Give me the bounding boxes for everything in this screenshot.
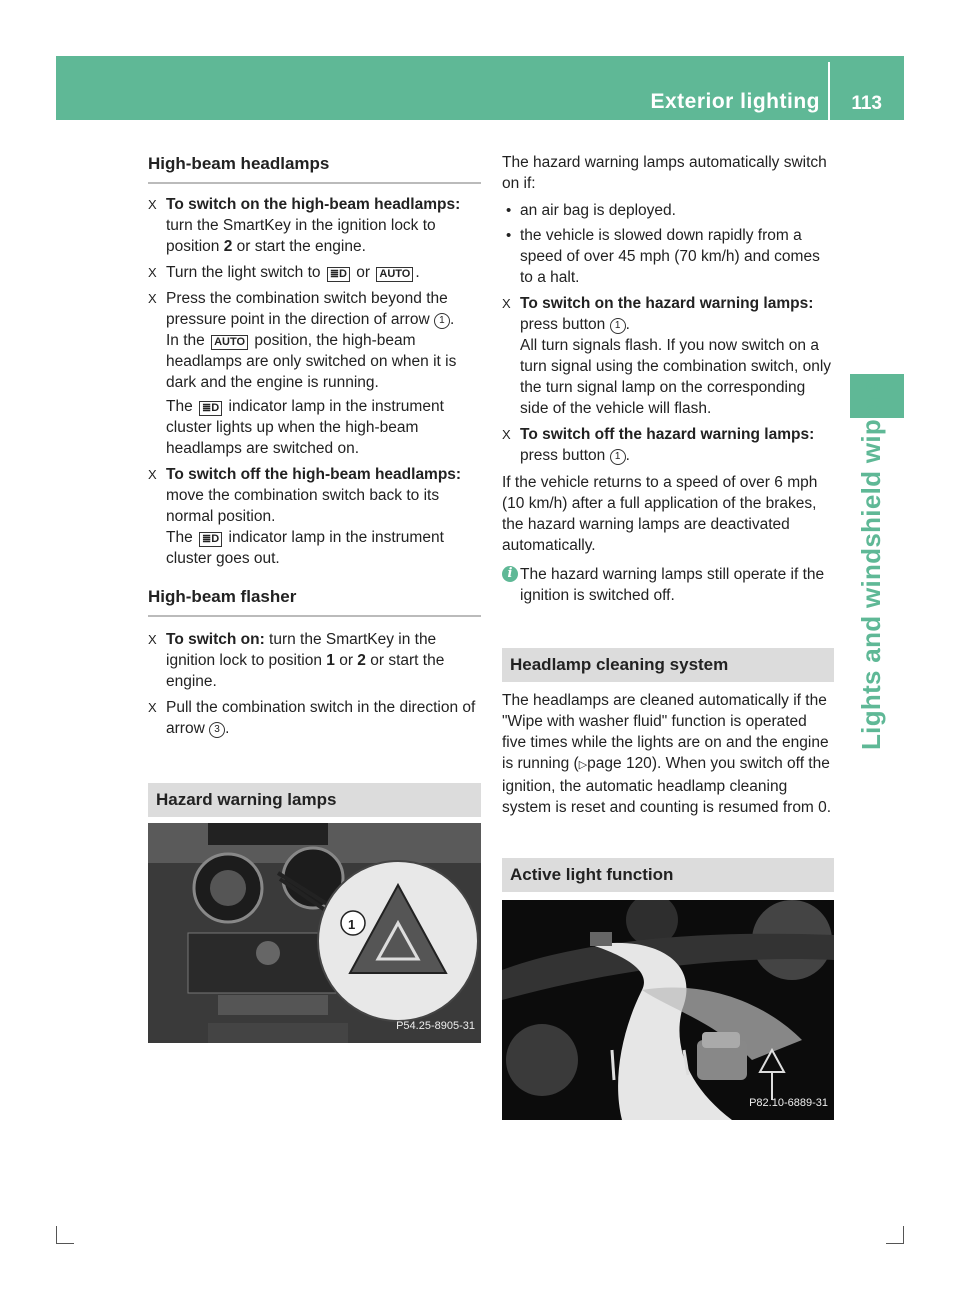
step-marker: X bbox=[148, 197, 157, 212]
low-beam-icon: ≣D bbox=[327, 267, 350, 282]
hazard-callout-label: 1 bbox=[348, 917, 356, 932]
auto-icon: AUTO bbox=[376, 267, 413, 282]
hazard-photo-drawing bbox=[148, 823, 481, 1043]
step-marker: X bbox=[502, 427, 511, 442]
info-icon: i bbox=[502, 566, 518, 582]
step-light-switch: X Turn the light switch to ≣D or AUTO . bbox=[148, 264, 420, 281]
step-flasher-pull: X Pull the combination switch in the direction of arrow 3 . bbox=[148, 699, 476, 737]
step-hazard-off: X To switch off the hazard warning lamps: press button 1 . bbox=[502, 426, 815, 464]
callout-icon: 1 bbox=[434, 313, 450, 329]
chapter-title: Lights and windshield wipers bbox=[856, 379, 886, 750]
step-press-switch: X Press the combination switch beyond the pressure point in the direction of arrow 1 . In the AUTO position, the high-beam headlamps are only switched on when it is dark and the engine is running. The ≣D indicator lamp in the instrument cluster lights up when the high-beam headlamps are switched on. bbox=[148, 290, 457, 457]
heading-flasher: High-beam flasher bbox=[148, 585, 481, 617]
page-header bbox=[56, 56, 904, 120]
active-light-drawing bbox=[502, 900, 834, 1120]
page-number: 113 bbox=[851, 93, 882, 114]
cleaning-para: The headlamps are cleaned automatically if the "Wipe with washer fluid" function is operated five times while the lights are on and the engine is running (▷page 120). When you switch off the ignition, the automatic headlamp cleaning system is reset and counting is resumed from 0. bbox=[502, 692, 832, 816]
step-marker: X bbox=[148, 265, 157, 280]
image-code: P54.25-8905-31 bbox=[396, 1020, 475, 1032]
crop-mark bbox=[56, 1226, 57, 1244]
active-light-photo bbox=[502, 900, 834, 1120]
heading-hazard: Hazard warning lamps bbox=[148, 783, 481, 817]
callout-icon: 1 bbox=[610, 449, 626, 465]
heading-active-light: Active light function bbox=[502, 858, 834, 892]
bullet-marker: • bbox=[506, 227, 512, 244]
heading-high-beam: High-beam headlamps bbox=[148, 152, 481, 184]
step-marker: X bbox=[502, 296, 511, 311]
high-beam-indicator-icon: ≣D bbox=[199, 532, 222, 547]
image-code: P82.10-6889-31 bbox=[749, 1097, 828, 1109]
bullet-airbag: • an air bag is deployed. bbox=[506, 202, 676, 219]
page-reference-link[interactable]: page 120 bbox=[587, 755, 652, 772]
step-marker: X bbox=[148, 467, 157, 482]
step-switch-on-high-beam: X To switch on the high-beam headlamps: turn the SmartKey in the ignition lock to position 2 or start the engine. bbox=[148, 196, 461, 255]
info-note: i The hazard warning lamps still operate if the ignition is switched off. bbox=[502, 564, 834, 606]
hazard-deactivate-para: If the vehicle returns to a speed of over 6 mph (10 km/h) after a full application of the brakes, the hazard warning lamps are deactivated automatically. bbox=[502, 474, 818, 554]
step-marker: X bbox=[148, 700, 157, 715]
left-column bbox=[148, 152, 481, 1043]
crop-mark bbox=[56, 1243, 74, 1244]
step-hazard-on: X To switch on the hazard warning lamps: press button 1 . All turn signals flash. If you now switch on a turn signal using the combination switch, only the turn signal lamp on the corresponding side of the vehicle will flash. bbox=[502, 295, 832, 417]
step-flasher-on: X To switch on: turn the SmartKey in the ignition lock to position 1 or 2 or start the engine. bbox=[148, 631, 445, 690]
callout-icon: 1 bbox=[610, 318, 626, 334]
hazard-switch-photo bbox=[148, 823, 481, 1043]
callout-icon: 3 bbox=[209, 722, 225, 738]
hazard-intro: The hazard warning lamps automatically switch on if: bbox=[502, 154, 827, 192]
high-beam-indicator-icon: ≣D bbox=[199, 401, 222, 416]
auto-icon: AUTO bbox=[211, 335, 248, 350]
step-switch-off-high-beam: X To switch off the high-beam headlamps: move the combination switch back to its normal position. The ≣D indicator lamp in the instrument cluster goes out. bbox=[148, 466, 462, 567]
header-divider bbox=[828, 62, 830, 120]
right-column bbox=[502, 152, 834, 1120]
crop-mark bbox=[886, 1243, 904, 1244]
step-marker: X bbox=[148, 291, 157, 306]
heading-cleaning: Headlamp cleaning system bbox=[502, 648, 834, 682]
page-ref-arrow-icon: ▷ bbox=[578, 759, 588, 771]
step-marker: X bbox=[148, 632, 157, 647]
bullet-slowdown: • the vehicle is slowed down rapidly from a speed of over 45 mph (70 km/h) and comes to a halt. bbox=[506, 227, 820, 286]
section-title: Exterior lighting bbox=[650, 90, 820, 113]
bullet-marker: • bbox=[506, 202, 512, 219]
crop-mark bbox=[903, 1226, 904, 1244]
